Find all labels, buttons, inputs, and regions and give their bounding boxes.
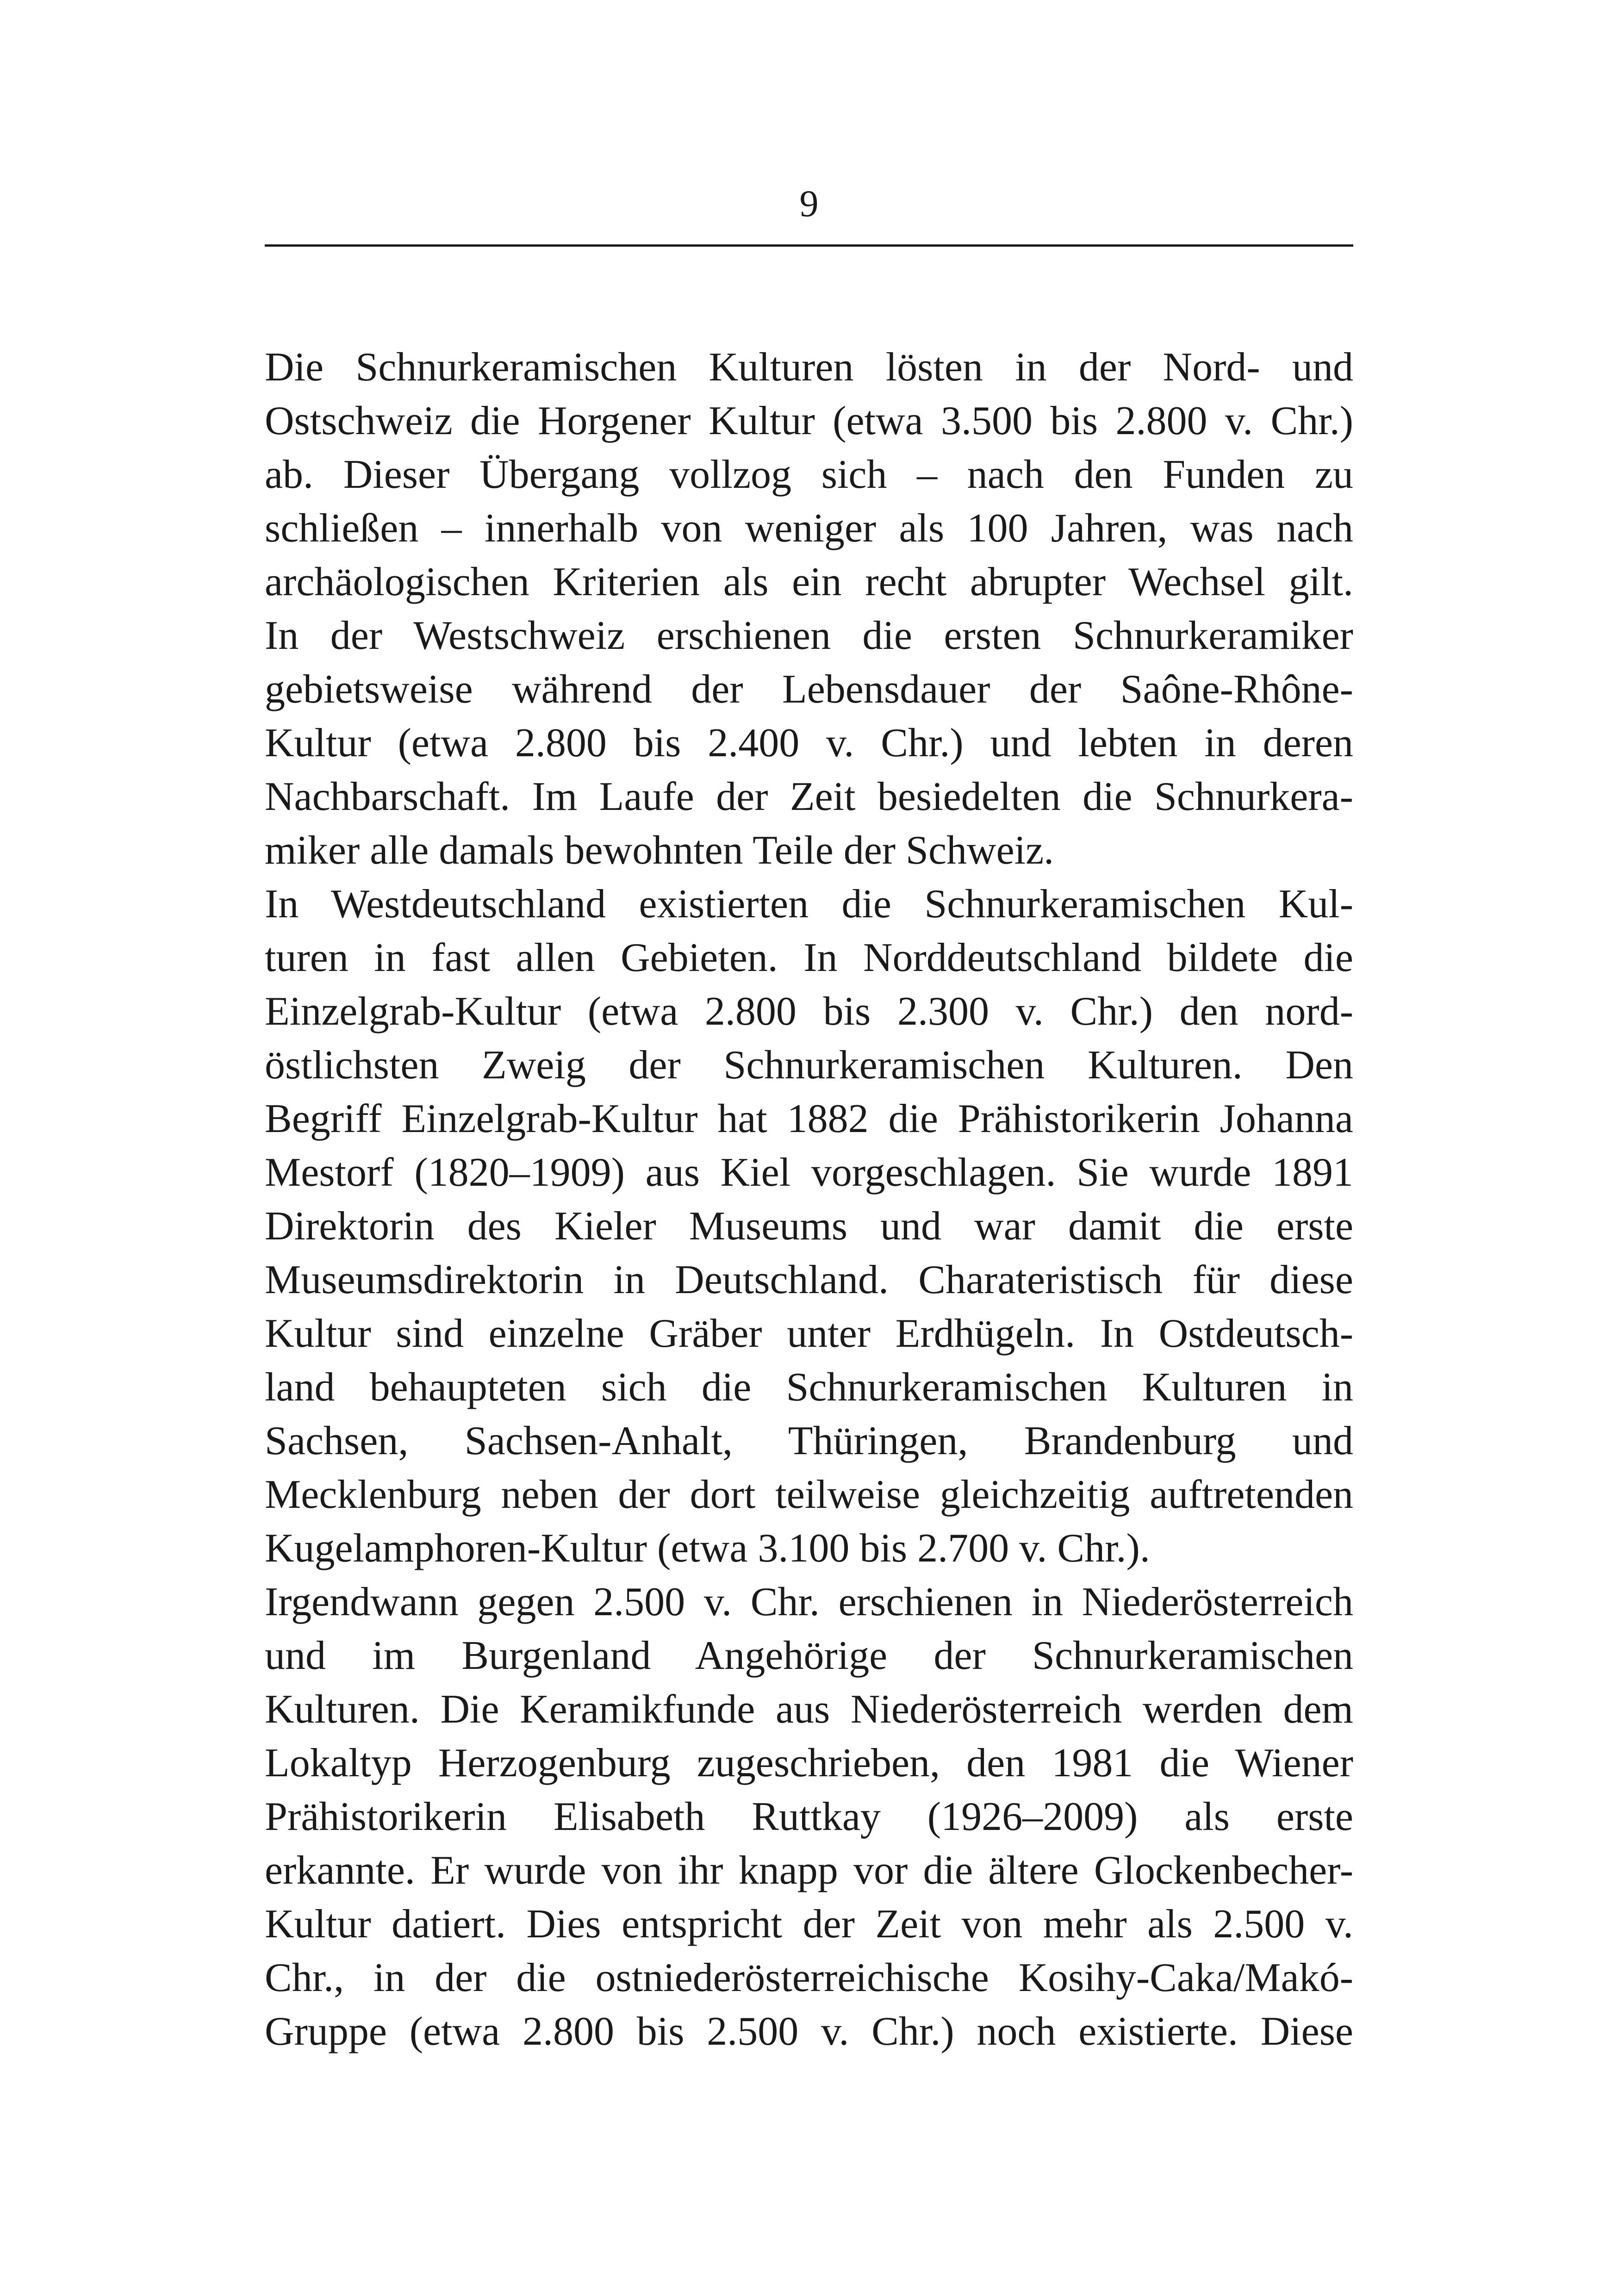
page-number: 9: [799, 182, 819, 224]
text-line: Begriff Einzelgrab-Kultur hat 1882 die Prähistorikerin Johanna: [265, 1096, 1353, 1141]
paragraph: [265, 341, 1353, 877]
text-line: land behaupteten sich die Schnurkeramischen Kulturen in: [265, 1365, 1353, 1410]
text-line: Kugelamphoren-Kultur (etwa 3.100 bis 2.700 v. Chr.).: [265, 1526, 1150, 1571]
text-line: Mestorf (1820–1909) aus Kiel vorgeschlagen. Sie wurde 1891: [265, 1150, 1353, 1195]
body-text: [265, 341, 1353, 2059]
text-line: turen in fast allen Gebieten. In Norddeutschland bildete die: [265, 935, 1353, 980]
text-line: Lokaltyp Herzogenburg zugeschrieben, den 1981 die Wiener: [265, 1741, 1353, 1786]
text-line: Einzelgrab-Kultur (etwa 2.800 bis 2.300 v. Chr.) den nord-: [265, 989, 1353, 1034]
text-line: Irgendwann gegen 2.500 v. Chr. erschienen in Niederösterreich: [265, 1580, 1353, 1624]
text-line: Gruppe (etwa 2.800 bis 2.500 v. Chr.) noch existierte. Diese: [265, 2009, 1353, 2054]
text-line: Direktorin des Kieler Museums und war damit die erste: [265, 1204, 1353, 1249]
page-header: [265, 176, 1353, 250]
text-line: erkannte. Er wurde von ihr knapp vor die ältere Glockenbecher-: [265, 1848, 1353, 1893]
text-line: Kultur (etwa 2.800 bis 2.400 v. Chr.) und lebten in deren: [265, 721, 1353, 765]
text-line: östlichsten Zweig der Schnurkeramischen Kulturen. Den: [265, 1043, 1353, 1088]
text-line: Sachsen, Sachsen-Anhalt, Thüringen, Brandenburg und: [265, 1419, 1353, 1463]
text-line: Museumsdirektorin in Deutschland. Charateristisch für diese: [265, 1257, 1353, 1302]
paragraph: [265, 877, 1353, 1575]
text-line: Ostschweiz die Horgener Kultur (etwa 3.500 bis 2.800 v. Chr.): [265, 398, 1353, 443]
paragraph: [265, 1575, 1353, 2059]
text-line: In der Westschweiz erschienen die ersten Schnurkeramiker: [265, 613, 1353, 658]
text-line: und im Burgenland Angehörige der Schnurkeramischen: [265, 1633, 1353, 1678]
text-line: Die Schnurkeramischen Kulturen lösten in der Nord- und: [265, 345, 1353, 390]
header-rule: [265, 244, 1353, 247]
text-line: archäologischen Kriterien als ein recht abrupter Wechsel gilt.: [265, 560, 1353, 604]
text-line: miker alle damals bewohnten Teile der Schweiz.: [265, 828, 1054, 873]
text-line: Chr., in der die ostniederösterreichische Kosihy-Caka/Makó-: [265, 1955, 1353, 2000]
text-line: Prähistorikerin Elisabeth Ruttkay (1926–2009) als erste: [265, 1794, 1353, 1839]
text-line: Kulturen. Die Keramikfunde aus Niederösterreich werden dem: [265, 1687, 1353, 1732]
text-line: ab. Dieser Übergang vollzog sich – nach den Funden zu: [265, 452, 1353, 497]
text-line: gebietsweise während der Lebensdauer der Saône-Rhône-: [265, 667, 1353, 712]
text-line: schließen – innerhalb von weniger als 100 Jahren, was nach: [265, 506, 1353, 551]
text-line: Mecklenburg neben der dort teilweise gleichzeitig auftretenden: [265, 1472, 1353, 1517]
text-line: Kultur datiert. Dies entspricht der Zeit von mehr als 2.500 v.: [265, 1902, 1353, 1947]
text-line: Kultur sind einzelne Gräber unter Erdhügeln. In Ostdeutsch-: [265, 1311, 1353, 1356]
text-line: In Westdeutschland existierten die Schnurkeramischen Kul-: [265, 882, 1353, 927]
text-line: Nachbarschaft. Im Laufe der Zeit besiedelten die Schnurkera-: [265, 774, 1353, 819]
